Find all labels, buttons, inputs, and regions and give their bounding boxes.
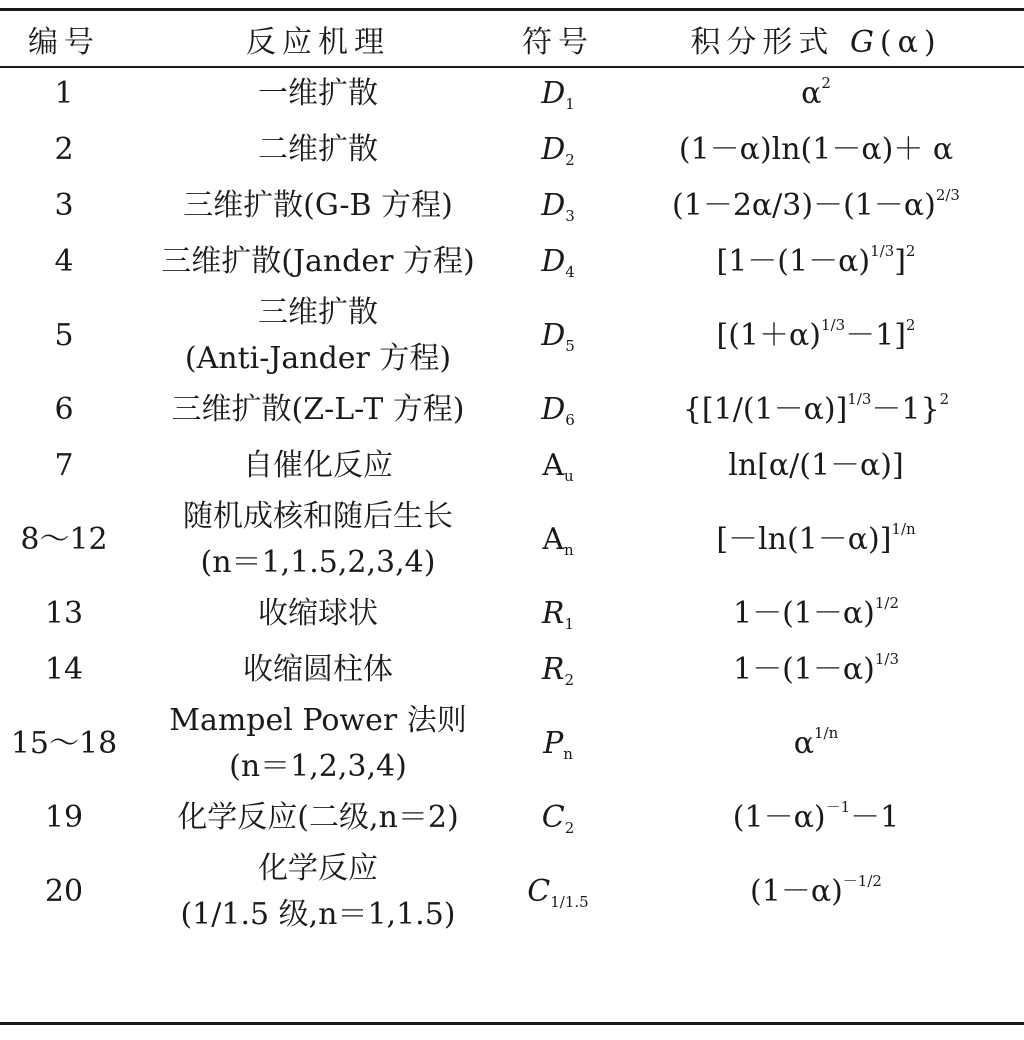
formula-main: {[1/(1－α)] [682,392,848,427]
cell-id: 1 [54,76,74,111]
cell-mechanism [128,122,508,178]
mechanism-line-1: Mampel Power 法则 [169,703,467,738]
symbol-letter: C [527,874,551,909]
mechanism-line-1: 自催化反应 [243,448,393,483]
table-row [0,846,1024,938]
symbol-letter: P [543,726,564,761]
header-integral-form: 积分形式 G(α) [690,24,942,60]
formula-exponent: 1/3 [820,316,846,334]
symbol-subscript: n [564,541,574,559]
formula-main: α [801,76,822,111]
mechanism-line-2: (n＝1,2,3,4) [229,749,407,784]
symbol-subscript: 6 [565,411,575,429]
cell-integral-form [608,790,1024,846]
cell-integral-form [608,234,1024,290]
cell-id: 3 [54,188,74,223]
formula-exponent: 1/n [891,520,916,538]
formula-main: [－ln(1－α)] [716,522,892,557]
cell-mechanism [128,846,508,938]
table-row [0,382,1024,438]
header-id: 编号 [28,24,100,60]
header-row [0,11,1024,66]
symbol-subscript: 1 [564,615,575,633]
cell-mechanism [128,790,508,846]
cell-id: 7 [54,448,74,483]
formula-exponent: 1/3 [870,242,895,260]
cell-symbol [508,790,608,846]
mechanism-line-1: 化学反应(二级,n＝2) [177,800,459,835]
table-bottom-rule [0,1022,1024,1025]
cell-mechanism [128,178,508,234]
symbol-letter: D [541,244,566,279]
formula-tail-exponent: 2 [905,316,916,334]
symbol-subscript: u [564,467,574,485]
symbol-subscript: 5 [565,337,575,355]
mechanism-line-2: (n＝1,1.5,2,3,4) [200,545,436,580]
formula-main: [1－(1－α) [716,244,871,279]
mechanism-line-2: (1/1.5 级,n＝1,1.5) [180,897,456,932]
symbol-letter: R [541,596,565,631]
mechanism-line-1: 化学反应 [258,851,378,886]
mechanism-line-1: 收缩圆柱体 [243,652,393,687]
table-row [0,438,1024,494]
formula-exponent: 1/3 [874,650,899,668]
mechanism-line-1: 三维扩散(Jander 方程) [161,244,475,279]
symbol-subscript: 1/1.5 [550,893,589,911]
formula-tail-exponent: 2 [939,390,950,408]
cell-id: 4 [54,244,74,279]
mechanism-line-1: 一维扩散 [258,76,378,111]
cell-integral-form [608,846,1024,938]
symbol-letter: D [541,76,566,111]
cell-id: 8～12 [20,522,108,557]
cell-symbol [508,382,608,438]
symbol-subscript: 2 [565,151,575,169]
cell-integral-form [608,122,1024,178]
cell-symbol [508,122,608,178]
formula-main: (1－α) [750,874,843,909]
mechanism-line-1: 二维扩散 [258,132,378,167]
table-row [0,494,1024,586]
cell-symbol [508,66,608,122]
table-row [0,234,1024,290]
formula-tail: －1 [850,800,900,835]
symbol-letter: D [541,318,566,353]
cell-integral-form [608,178,1024,234]
cell-id: 19 [44,800,84,835]
symbol-subscript: 3 [565,207,575,225]
cell-id: 13 [44,596,84,631]
kinetic-mechanism-table [0,11,1024,938]
cell-mechanism [128,586,508,642]
symbol-subscript: 2 [564,671,575,689]
table-row [0,586,1024,642]
cell-symbol [508,290,608,382]
cell-mechanism [128,290,508,382]
table-row [0,178,1024,234]
mechanism-line-1: 收缩球状 [258,596,378,631]
cell-id: 15～18 [10,726,118,761]
formula-main: 1－(1－α) [733,652,875,687]
header-mechanism: 反应机理 [246,24,390,60]
cell-integral-form [608,586,1024,642]
cell-integral-form [608,494,1024,586]
formula-main: 1－(1－α) [733,596,875,631]
cell-symbol [508,234,608,290]
table-row [0,290,1024,382]
cell-integral-form [608,438,1024,494]
table-row [0,642,1024,698]
cell-mechanism [128,438,508,494]
symbol-subscript: n [563,745,573,763]
formula-tail: ] [894,244,906,279]
mechanism-line-1: 随机成核和随后生长 [183,499,453,534]
cell-integral-form [608,698,1024,790]
mechanism-line-1: 三维扩散 [258,295,378,330]
cell-symbol [508,178,608,234]
formula-tail: －1} [871,392,940,427]
cell-mechanism [128,66,508,122]
formula-exponent: 2/3 [935,186,960,204]
symbol-letter: D [541,132,566,167]
symbol-letter: A [542,448,564,483]
cell-id: 5 [54,318,74,353]
symbol-subscript: 1 [565,95,575,113]
cell-integral-form [608,66,1024,122]
cell-symbol [508,642,608,698]
formula-exponent: 1/3 [847,390,872,408]
formula-main: (1－2α/3)－(1－α) [672,188,936,223]
symbol-letter: D [541,188,566,223]
formula-tail: －1] [845,318,906,353]
formula-main: (1－α)ln(1－α)＋ α [678,132,954,167]
mechanism-line-1: 三维扩散(G-B 方程) [183,188,453,223]
cell-mechanism [128,382,508,438]
mechanism-line-1: 三维扩散(Z-L-T 方程) [171,392,465,427]
cell-mechanism [128,494,508,586]
symbol-subscript: 2 [564,819,575,837]
cell-symbol [508,586,608,642]
cell-integral-form [608,382,1024,438]
formula-main: [(1＋α) [716,318,821,353]
formula-main: α [793,726,814,761]
cell-id: 14 [44,652,84,687]
formula-exponent: 2 [821,74,831,92]
formula-main: ln[α/(1－α)] [728,448,904,483]
formula-exponent: 1/2 [874,594,899,612]
cell-symbol [508,846,608,938]
cell-id: 20 [44,874,84,909]
cell-symbol [508,494,608,586]
table-row [0,66,1024,122]
cell-symbol [508,438,608,494]
cell-mechanism [128,642,508,698]
formula-exponent: 1/n [814,724,839,742]
cell-symbol [508,698,608,790]
table-row [0,790,1024,846]
table-row [0,698,1024,790]
symbol-subscript: 4 [565,263,575,281]
cell-mechanism [128,698,508,790]
cell-integral-form [608,290,1024,382]
formula-exponent: －1/2 [842,872,882,890]
symbol-letter: A [542,522,564,557]
table-row [0,122,1024,178]
header-symbol: 符号 [522,24,594,60]
cell-id: 2 [54,132,74,167]
cell-id: 6 [54,392,74,427]
symbol-letter: C [541,800,565,835]
formula-exponent: －1 [825,798,851,816]
symbol-letter: D [541,392,566,427]
formula-main: (1－α) [732,800,826,835]
mechanism-line-2: (Anti-Jander 方程) [184,341,452,376]
symbol-letter: R [541,652,565,687]
cell-integral-form [608,642,1024,698]
cell-mechanism [128,234,508,290]
formula-tail-exponent: 2 [905,242,916,260]
